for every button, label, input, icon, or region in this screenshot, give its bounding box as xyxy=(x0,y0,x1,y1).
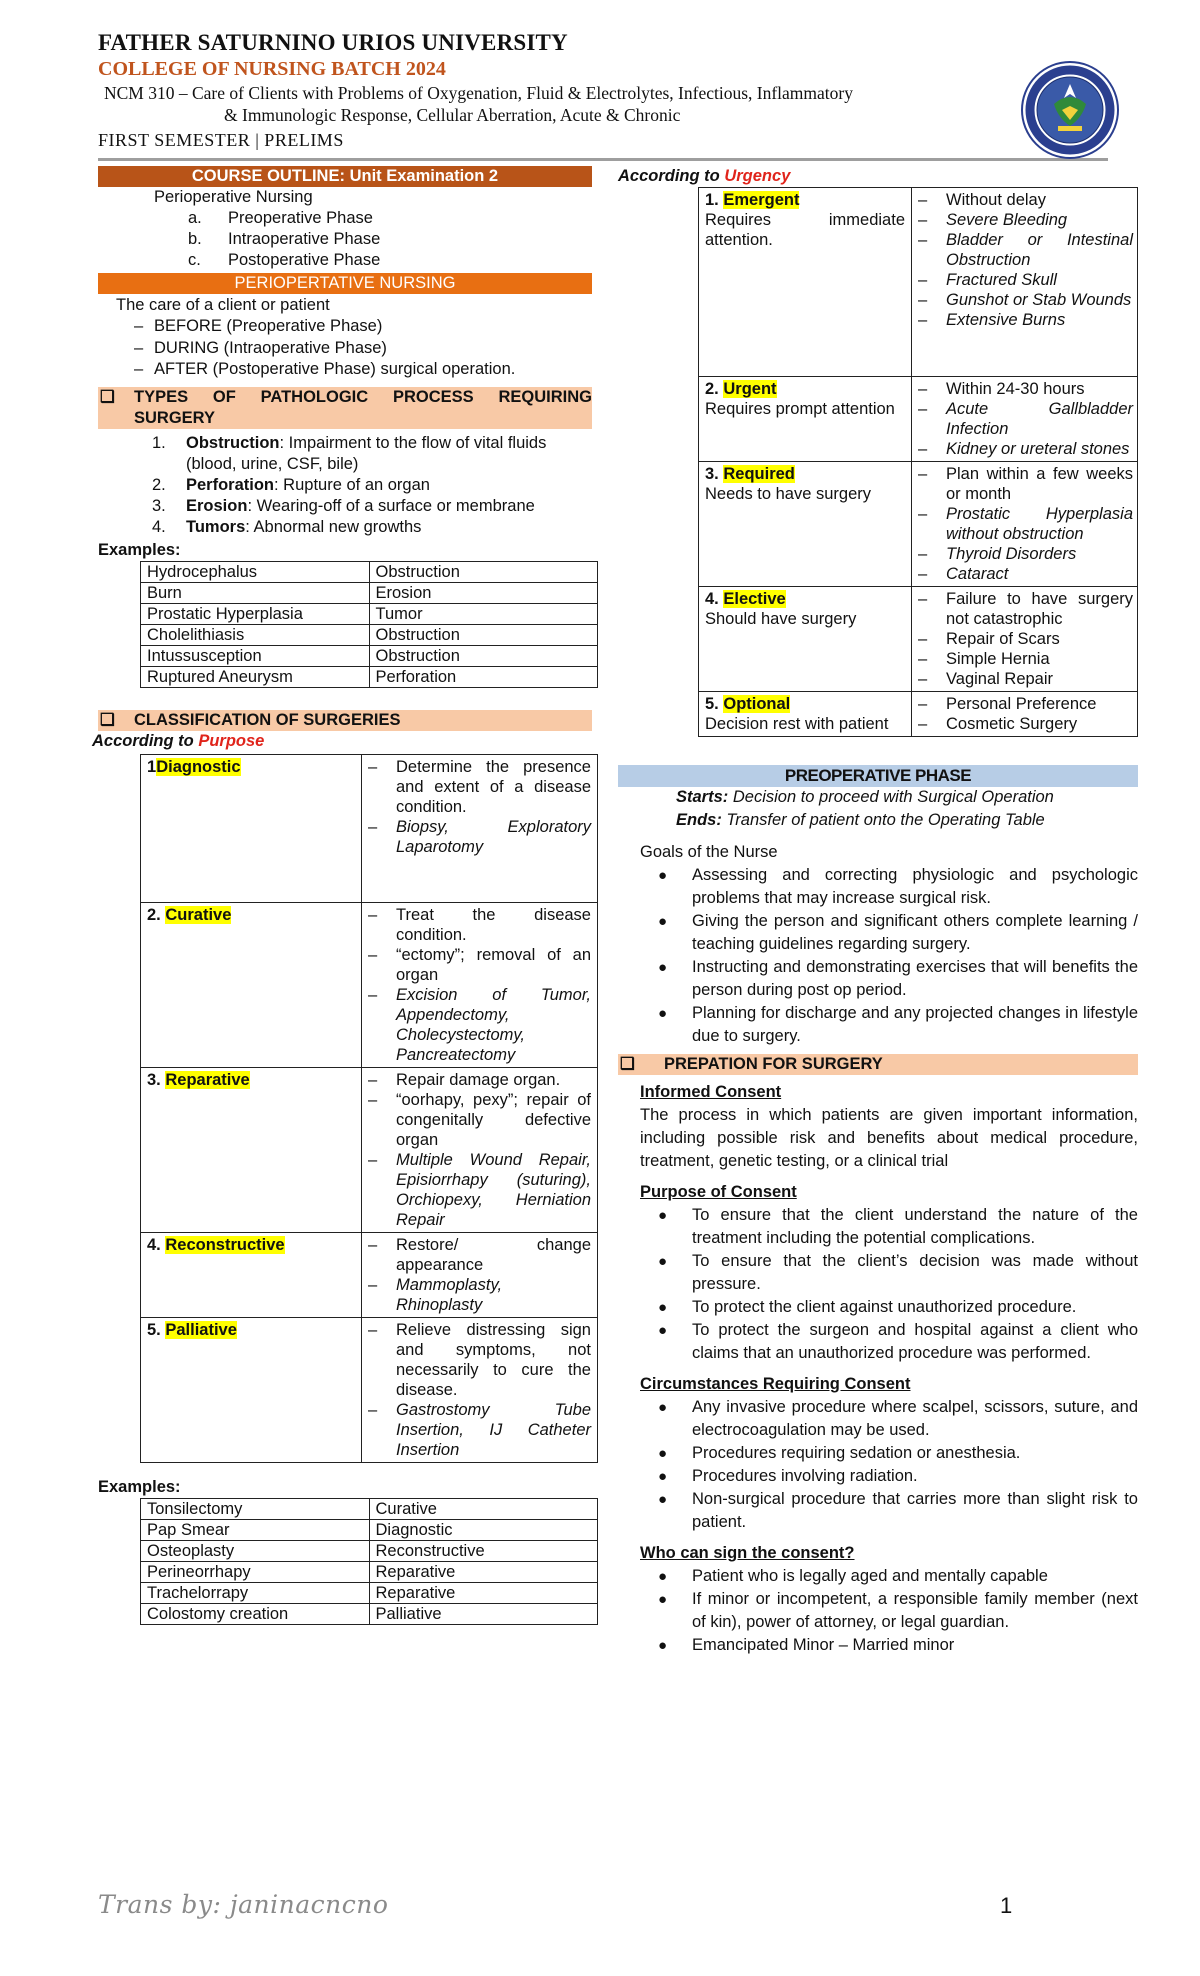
table-row: Cholelithiasis Obstruction xyxy=(141,624,598,645)
signer-item: ● If minor or incompetent, a responsible family member (next of kin), power of attorney, or legal guardian. xyxy=(658,1590,1138,1631)
preoperative-heading: PREOPERATIVE PHASE xyxy=(618,765,1138,787)
table-row: 4. Reconstructive – Restore/ change appearance – Mammoplasty, Rhinoplasty xyxy=(141,1232,598,1317)
pathologic-examples-table xyxy=(140,561,598,688)
nurse-goals xyxy=(640,841,1138,1048)
table-row: 3. Reparative – Repair damage organ. – “oorhapy, pexy”; repair of congenitally defective organ – Multiple Wound Repair, Episiorrhapy (suturing), Orchiopexy, Herniation Repair xyxy=(141,1067,598,1232)
table-row: Pap Smear Diagnostic xyxy=(141,1519,598,1540)
preparation-title: PREPATION FOR SURGERY xyxy=(664,1055,883,1073)
page-number: 1 xyxy=(1000,1893,1013,1918)
preparation-heading xyxy=(618,1054,1138,1075)
signer-item: ● Patient who is legally aged and mentally capable xyxy=(658,1567,1048,1585)
purpose-item: ● To protect the surgeon and hospital against a client who claims that an unauthorized procedure was performed. xyxy=(658,1321,1138,1362)
table-row: Ruptured Aneurysm Perforation xyxy=(141,666,598,687)
examples-label: Examples: xyxy=(98,1477,181,1496)
periop-intro: The care of a client or patient xyxy=(116,296,330,314)
goals-label: Goals of the Nurse xyxy=(640,843,778,861)
outline-item: b. Intraoperative Phase xyxy=(188,230,381,248)
course-outline-label: COURSE OUTLINE: xyxy=(191,167,345,185)
right-column xyxy=(618,166,1138,1657)
according-to-urgency: According to Urgency xyxy=(618,167,791,185)
transcriber-credit: Trans by: janinacncno xyxy=(98,1890,389,1919)
circumstance-item: ● Procedures requiring sedation or anesthesia. xyxy=(658,1444,1021,1462)
purpose-item: ● To ensure that the client’s decision was made without pressure. xyxy=(658,1252,1138,1293)
table-row: 5. Optional Decision rest with patient – Personal Preference – Cosmetic Surgery xyxy=(699,692,1138,737)
course-title-line2: & Immunologic Response, Cellular Aberration, Acute & Chronic xyxy=(224,105,681,125)
pathologic-process-heading xyxy=(98,387,592,429)
left-column xyxy=(92,166,592,1625)
circumstance-item: ● Non-surgical procedure that carries more than slight risk to patient. xyxy=(658,1490,1138,1531)
informed-consent-title: Informed Consent xyxy=(640,1083,782,1101)
classification-heading xyxy=(98,710,592,731)
classification-title: CLASSIFICATION OF SURGERIES xyxy=(134,710,401,729)
according-to-purpose: According to Purpose xyxy=(92,731,265,750)
checkbox-icon: ❑ xyxy=(100,387,115,406)
table-row: Burn Erosion xyxy=(141,582,598,603)
nursing-program-seal-icon xyxy=(1020,60,1120,160)
table-row: 1Diagnostic – Determine the presence and extent of a disease condition. – Biopsy, Exploratory Laparotomy xyxy=(141,754,598,902)
table-row: 5. Palliative – Relieve distressing sign and symptoms, not necessarily to cure the disease. – Gastrostomy Tube Insertion, IJ Catheter Insertion xyxy=(141,1317,598,1462)
table-row: 2. Urgent Requires prompt attention – Within 24-30 hours – Acute Gallbladder Infection – Kidney or ureteral stones xyxy=(699,377,1138,462)
table-row: Prostatic Hyperplasia Tumor xyxy=(141,603,598,624)
purpose-consent-title: Purpose of Consent xyxy=(640,1183,797,1201)
semester-label: FIRST SEMESTER | PRELIMS xyxy=(98,130,344,150)
periop-item: – DURING (Intraoperative Phase) xyxy=(134,338,387,357)
preop-ends: Ends: Transfer of patient onto the Operating Table xyxy=(676,811,1045,829)
table-row: 3. Required Needs to have surgery – Plan within a few weeks or month – Prostatic Hyperplasia without obstruction – Thyroid Disorders – Cataract xyxy=(699,462,1138,587)
table-row: Osteoplasty Reconstructive xyxy=(141,1540,598,1561)
consent-section xyxy=(640,1081,1138,1657)
checkbox-icon: ❑ xyxy=(620,1055,635,1073)
signer-item: ● Emancipated Minor – Married minor xyxy=(658,1636,955,1654)
circumstances-title: Circumstances Requiring Consent xyxy=(640,1375,911,1393)
document-header xyxy=(98,30,1110,151)
table-row: Trachelorrapy Reparative xyxy=(141,1582,598,1603)
classification-examples-table xyxy=(140,1498,598,1625)
circumstance-item: ● Procedures involving radiation. xyxy=(658,1467,918,1485)
examples-label: Examples: xyxy=(98,540,181,559)
outline-item: a. Preoperative Phase xyxy=(188,209,373,227)
university-name: FATHER SATURNINO URIOS UNIVERSITY xyxy=(98,30,568,55)
outline-topic: Perioperative Nursing xyxy=(154,188,313,206)
checkbox-icon: ❑ xyxy=(100,710,115,729)
pathologic-item: 4. Tumors: Abnormal new growths xyxy=(152,517,422,536)
pathologic-item: 2. Perforation: Rupture of an organ xyxy=(152,475,430,494)
table-row: Colostomy creation Palliative xyxy=(141,1603,598,1624)
pathologic-item: 1. Obstruction: Impairment to the flow of vital fluids (blood, urine, CSF, bile) xyxy=(152,433,547,473)
course-outline-unit: Unit Examination 2 xyxy=(344,167,499,185)
table-row: Intussusception Obstruction xyxy=(141,645,598,666)
pathologic-process-title: TYPES OF PATHOLOGIC PROCESS REQUIRING SURGERY xyxy=(134,387,592,427)
table-row: Perineorrhapy Reparative xyxy=(141,1561,598,1582)
purpose-item: ● To ensure that the client understand the nature of the treatment including the potential complications. xyxy=(658,1206,1138,1247)
preop-starts: Starts: Decision to proceed with Surgical Operation xyxy=(676,788,1054,806)
college-name: COLLEGE OF NURSING BATCH 2024 xyxy=(98,58,446,80)
table-row: 2. Curative – Treat the disease condition. – “ectomy”; removal of an organ – Excision of Tumor, Appendectomy, Cholecystectomy, Pancreatectomy xyxy=(141,902,598,1067)
course-outline-heading xyxy=(98,166,592,187)
pathologic-item: 3. Erosion: Wearing-off of a surface or membrane xyxy=(152,496,535,515)
outline-item: c. Postoperative Phase xyxy=(188,251,381,269)
periop-item: – AFTER (Postoperative Phase) surgical operation. xyxy=(134,360,516,378)
table-row: 4. Elective Should have surgery – Failure to have surgery not catastrophic – Repair of Scars – Simple Hernia – Vaginal Repair xyxy=(699,587,1138,692)
periop-item: – BEFORE (Preoperative Phase) xyxy=(134,317,383,335)
table-row: Hydrocephalus Obstruction xyxy=(141,561,598,582)
goal-item: ● Planning for discharge and any projected changes in lifestyle due to surgery. xyxy=(658,1004,1138,1045)
table-row: Tonsilectomy Curative xyxy=(141,1498,598,1519)
informed-consent-text: The process in which patients are given important information, including possible risk and benefits about medical procedure, treatment, genetic testing, or a clinical trial xyxy=(640,1106,1138,1170)
circumstance-item: ● Any invasive procedure where scalpel, scissors, suture, and electrocoagulation may be used. xyxy=(658,1398,1138,1439)
course-title-line1: NCM 310 – Care of Clients with Problems of Oxygenation, Fluid & Electrolytes, Infectious, Inflammatory xyxy=(104,83,853,103)
goal-item: ● Giving the person and significant others complete learning / teaching guidelines regarding surgery. xyxy=(658,912,1138,953)
goal-item: ● Assessing and correcting physiologic and psychologic problems that may increase surgical risk. xyxy=(658,866,1138,907)
classification-purpose-table xyxy=(140,754,598,1463)
who-can-sign-title: Who can sign the consent? xyxy=(640,1544,855,1562)
urgency-table xyxy=(698,187,1138,737)
periop-heading: PERIOPERTATIVE NURSING xyxy=(98,273,592,294)
header-divider xyxy=(98,158,1108,161)
purpose-item: ● To protect the client against unauthorized procedure. xyxy=(658,1298,1077,1316)
goal-item: ● Instructing and demonstrating exercises that will benefits the person during post op period. xyxy=(658,958,1138,999)
table-row: 1. Emergent Requires immediate attention. – Without delay – Severe Bleeding – Bladder or Intestinal Obstruction – Fractured Skull – Gunshot or Stab Wounds – Extensive Burns xyxy=(699,188,1138,377)
